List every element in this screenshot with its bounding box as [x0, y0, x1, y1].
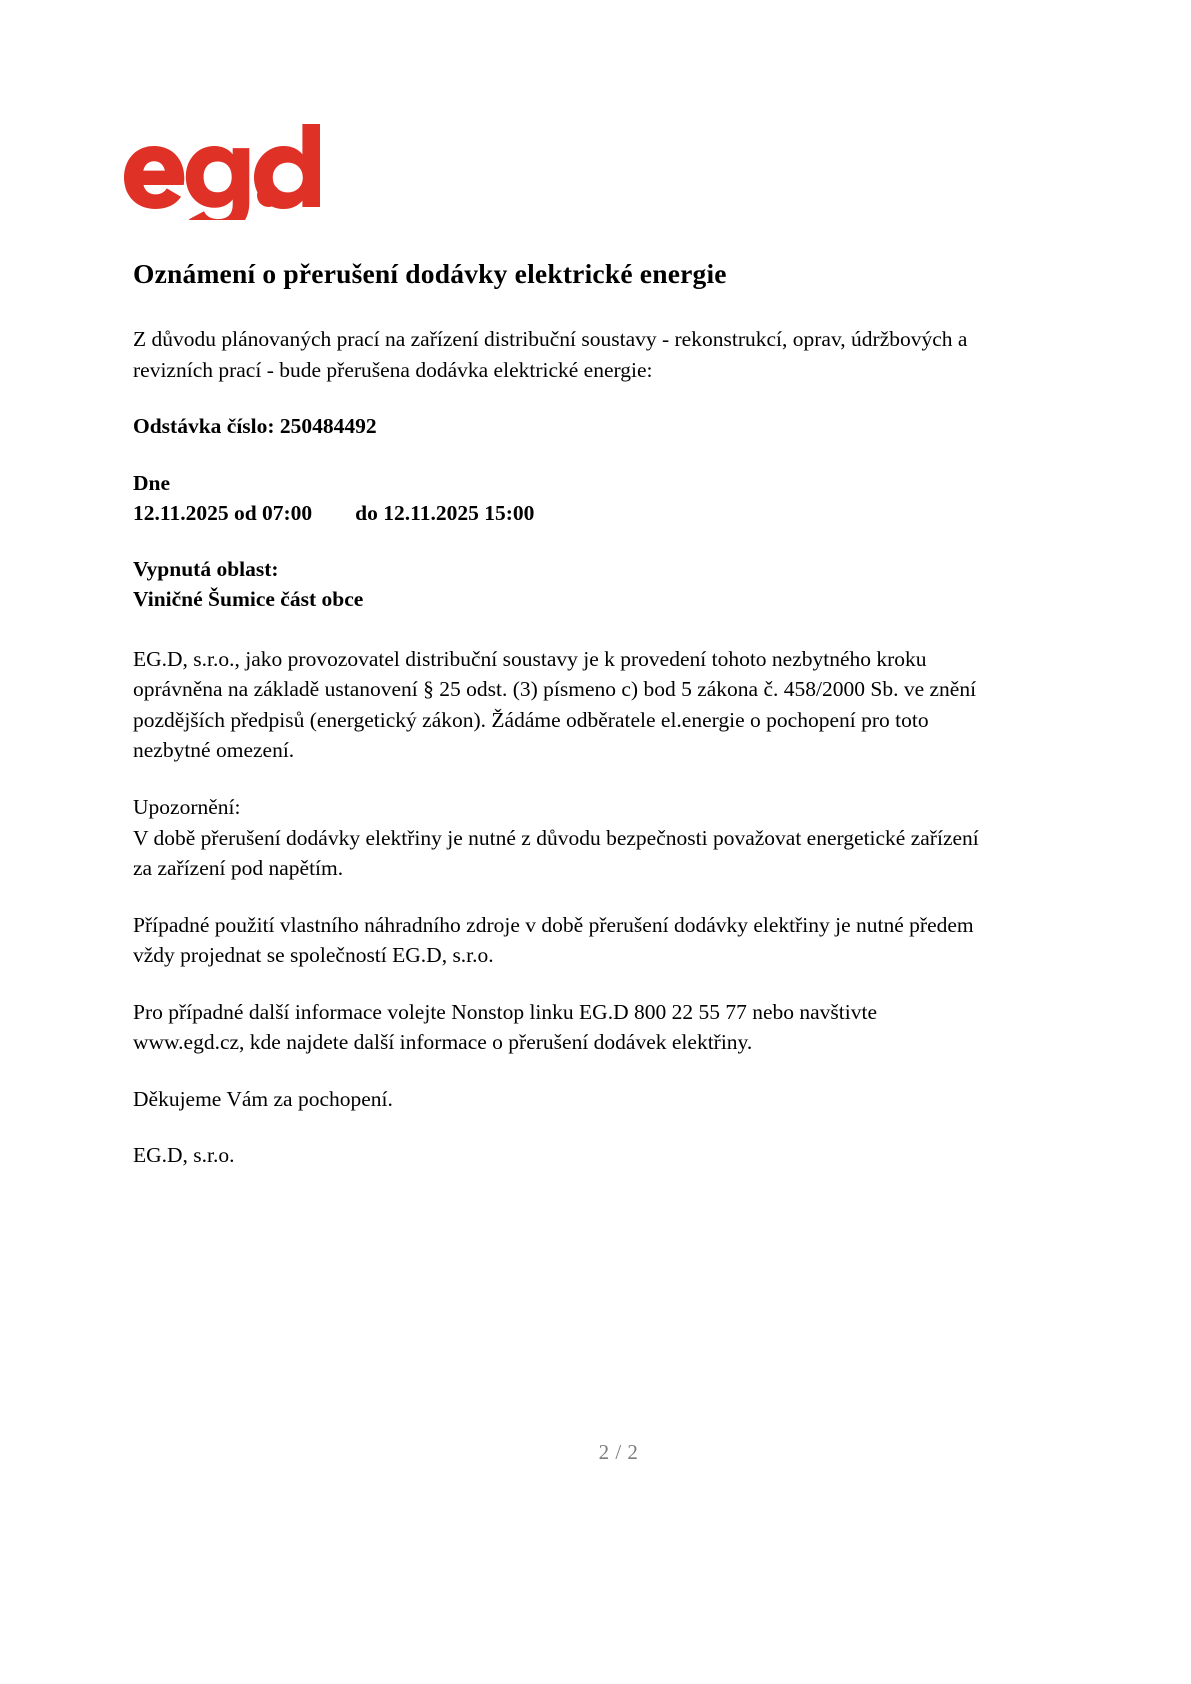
area-value: Viničné Šumice část obce	[133, 586, 364, 611]
date-label: Dne	[133, 470, 171, 495]
page-footer	[0, 1440, 1191, 1465]
legal-paragraph: EG.D, s.r.o., jako provozovatel distribuční soustavy je k provedení tohoto nezbytného kroku oprávněna na základě ustanovení § 25 odst. (3) písmeno c) bod 5 zákona č. 458/2000 Sb. ve znění pozdějších předpisů (energetický zákon). Žádáme odběratele el.energie o pochopení pro toto nezbytné omezení.	[133, 646, 977, 763]
warning-label: Upozornění:	[133, 795, 241, 819]
document-body	[133, 258, 993, 1197]
thanks-paragraph: Děkujeme Vám za pochopení.	[133, 1086, 393, 1111]
warning-text: V době přerušení dodávky elektřiny je nutné z důvodu bezpečnosti považovat energetické zařízení za zařízení pod napětím.	[133, 825, 979, 881]
area-label: Vypnutá oblast:	[133, 556, 279, 581]
backup-source-paragraph: Případné použití vlastního náhradního zdroje v době přerušení dodávky elektřiny je nutné předem vždy projednat se společností EG.D, s.r.o.	[133, 912, 974, 968]
outage-number: Odstávka číslo: 250484492	[133, 414, 377, 439]
page-indicator: 2 / 2	[598, 1440, 639, 1464]
intro-paragraph: Z důvodu plánovaných prací na zařízení distribuční soustavy - rekonstrukcí, oprav, údržbových a revizních prací - bude přerušena dodávka elektrické energie:	[133, 327, 968, 382]
contact-paragraph: Pro případné další informace volejte Nonstop linku EG.D 800 22 55 77 nebo navštivte www.egd.cz, kde najdete další informace o přerušení dodávek elektřiny.	[133, 999, 878, 1055]
outage-date-block	[133, 468, 993, 528]
egd-logo	[122, 124, 322, 220]
page-title: Oznámení o přerušení dodávky elektrické energie	[133, 258, 727, 289]
date-range: 12.11.2025 od 07:00 do 12.11.2025 15:00	[133, 500, 535, 525]
signature: EG.D, s.r.o.	[133, 1143, 235, 1168]
affected-area-block	[133, 554, 993, 614]
